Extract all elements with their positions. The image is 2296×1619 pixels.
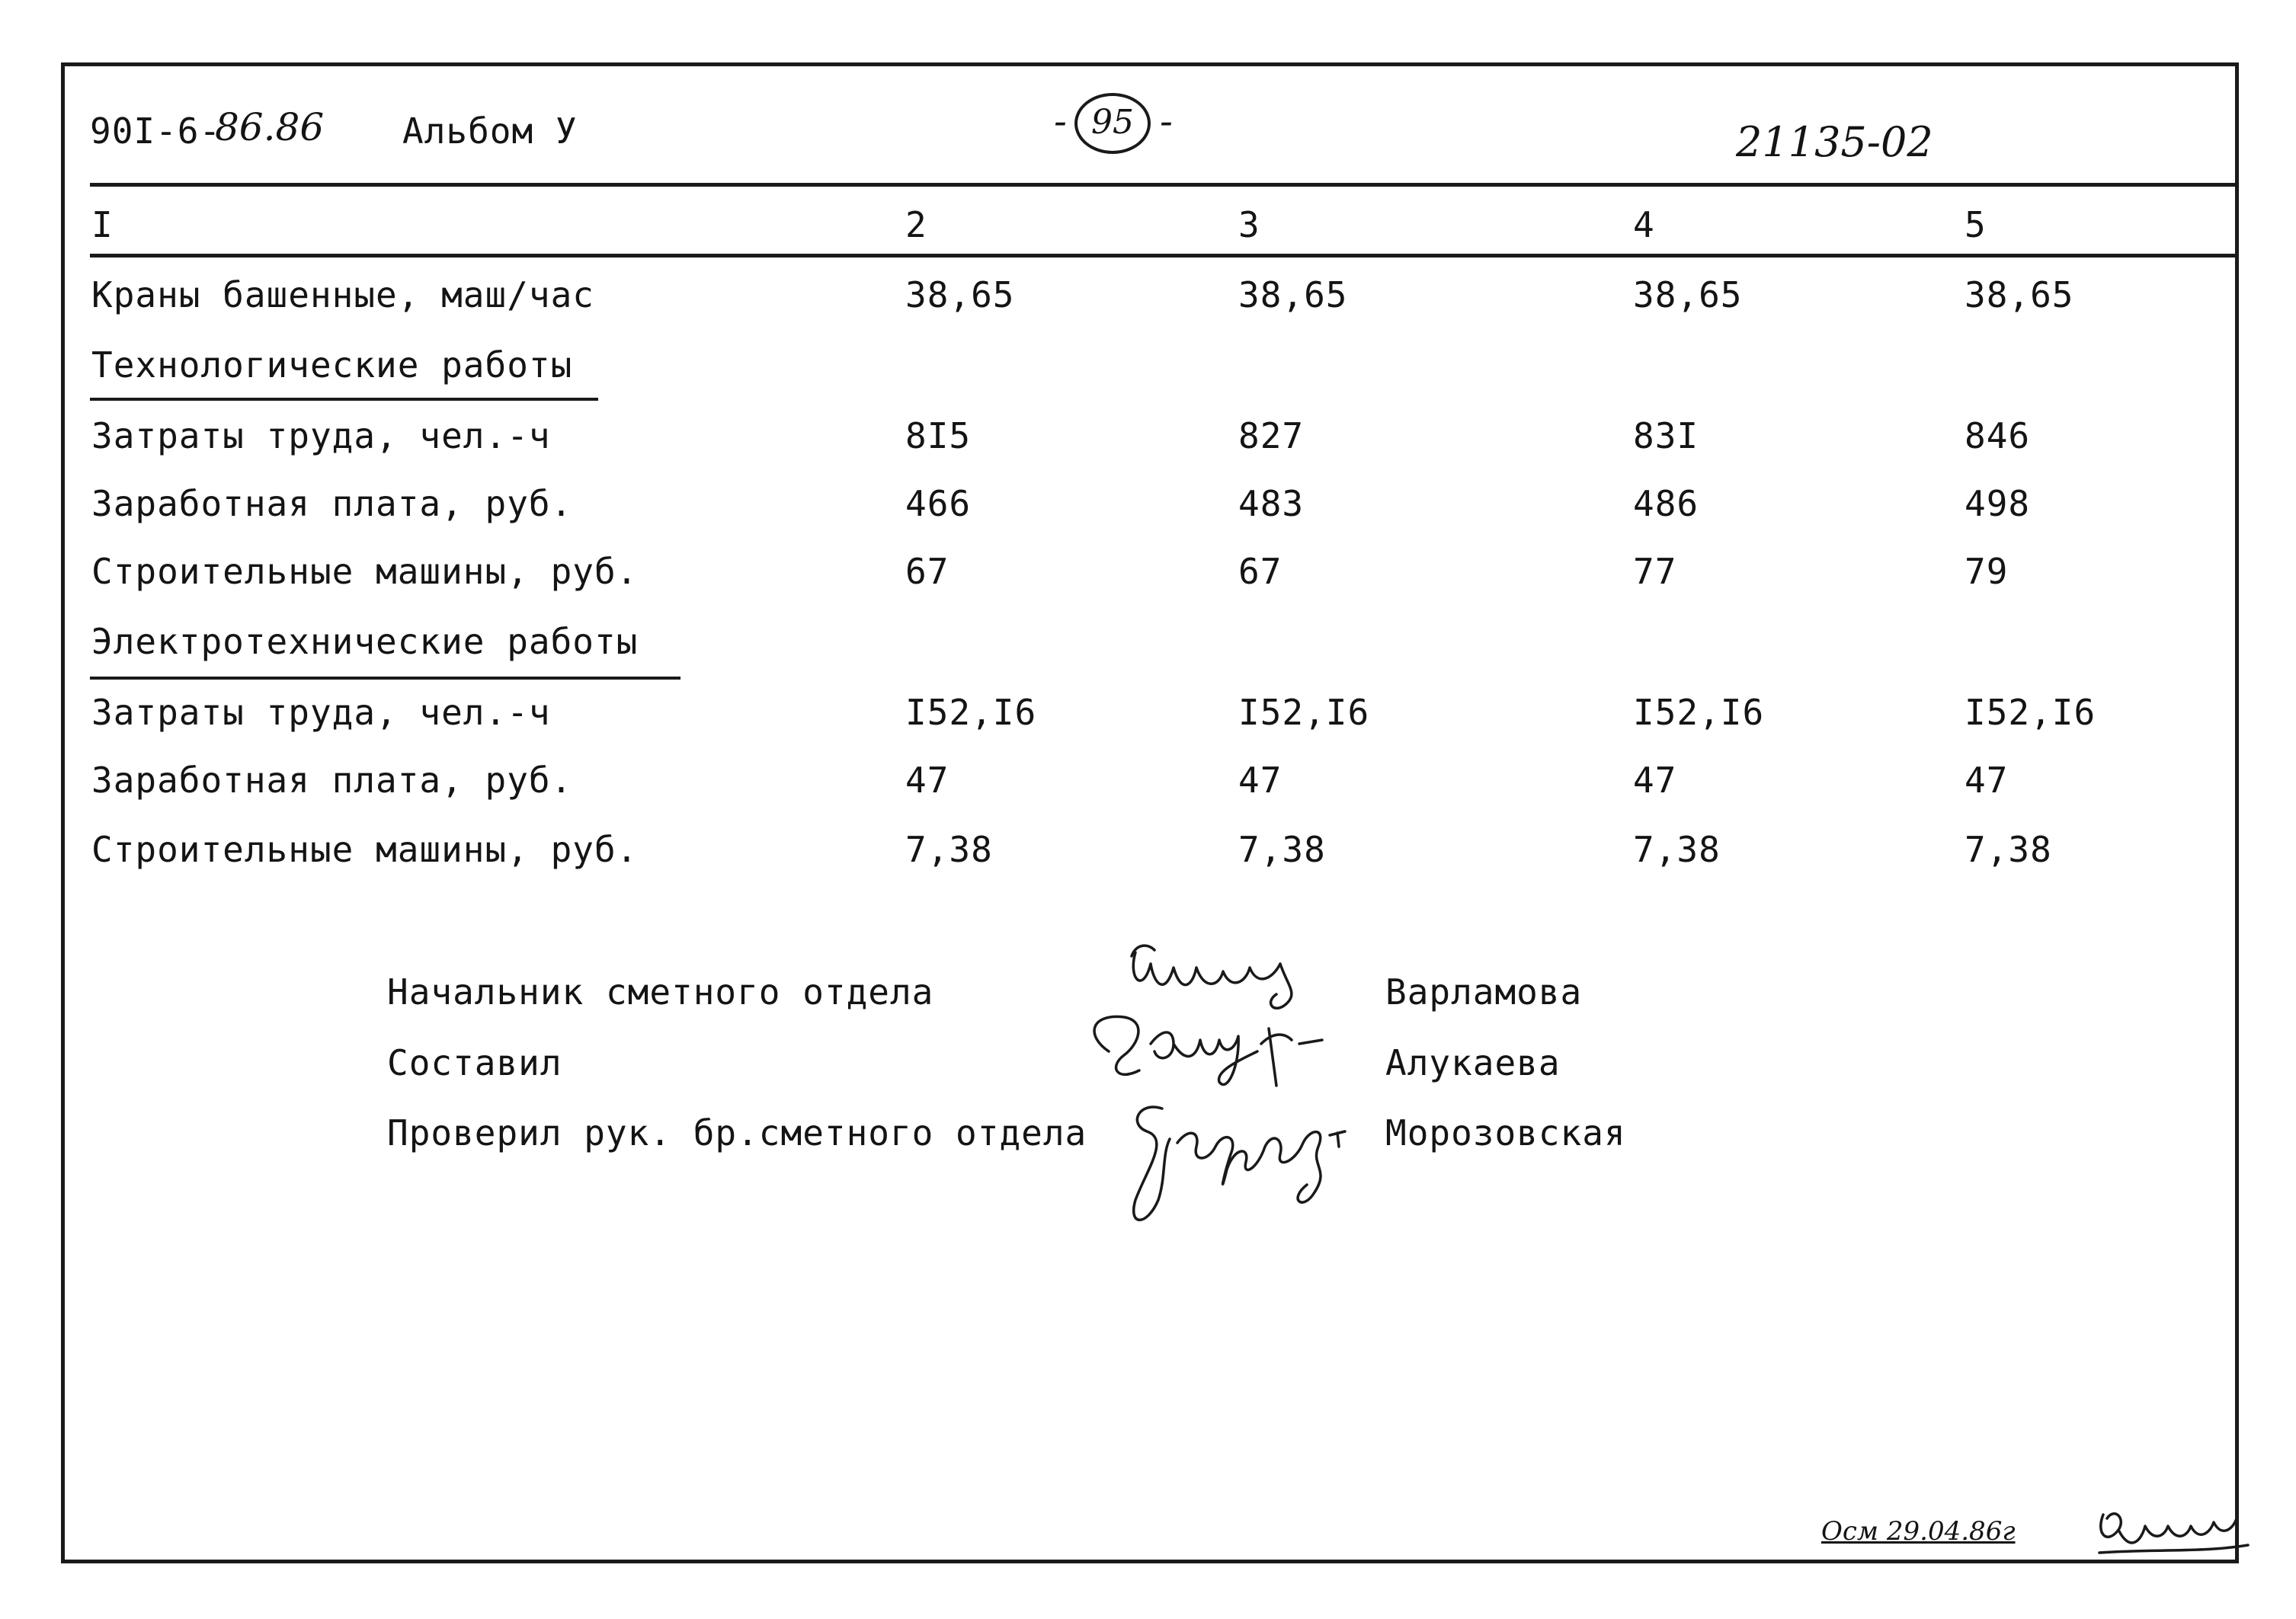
signature-name: Алукаева xyxy=(1385,1042,1561,1083)
table-row-label: Затраты труда, чел.-ч xyxy=(91,415,551,456)
table-cell: 38,65 xyxy=(1633,274,1743,315)
page-number: 95 xyxy=(1074,93,1151,154)
table-cell: 38,65 xyxy=(905,274,1015,315)
signature-role: Составил xyxy=(387,1042,562,1083)
table-cell: 466 xyxy=(905,483,972,524)
table-row-label: Строительные машины, руб. xyxy=(91,829,639,870)
approval-note: Осм 29.04.86г xyxy=(1821,1516,2016,1547)
table-cell: 7,38 xyxy=(905,829,993,870)
signature-role: Начальник сметного отдела xyxy=(387,971,934,1013)
signature-role: Проверил рук. бр.сметного отдела xyxy=(387,1112,1087,1153)
table-cell: 498 xyxy=(1965,483,2031,524)
table-cell: I52,I6 xyxy=(1965,692,2096,733)
column-header-3: 3 xyxy=(1238,204,1260,245)
table-cell: I52,I6 xyxy=(1633,692,1765,733)
table-cell: 67 xyxy=(1238,551,1282,592)
table-cell: 47 xyxy=(1633,760,1677,801)
table-row-label: Краны башенные, маш/час xyxy=(91,274,594,315)
doc-code-handwritten: 86.86 xyxy=(215,105,325,149)
column-header-5: 5 xyxy=(1965,204,1987,245)
table-row-label: Заработная плата, руб. xyxy=(91,760,573,801)
table-cell: 483 xyxy=(1238,483,1305,524)
table-cell: I52,I6 xyxy=(1238,692,1370,733)
column-header-rule xyxy=(90,254,2239,258)
table-cell: 77 xyxy=(1633,551,1677,592)
column-header-1: I xyxy=(91,204,114,245)
table-cell: 827 xyxy=(1238,415,1305,456)
footer-signature xyxy=(2088,1499,2256,1568)
table-cell: 8I5 xyxy=(905,415,972,456)
signature-morozovskaya xyxy=(1116,1086,1398,1238)
table-cell: 38,65 xyxy=(1238,274,1348,315)
header-rule xyxy=(90,183,2239,187)
signature-name: Морозовская xyxy=(1385,1112,1626,1153)
column-header-4: 4 xyxy=(1633,204,1655,245)
table-row-label: Затраты труда, чел.-ч xyxy=(91,692,551,733)
table-cell: 83I xyxy=(1633,415,1699,456)
table-cell: I52,I6 xyxy=(905,692,1037,733)
table-row-label: Заработная плата, руб. xyxy=(91,483,573,524)
table-cell: 67 xyxy=(905,551,949,592)
table-cell: 38,65 xyxy=(1965,274,2074,315)
table-cell: 7,38 xyxy=(1633,829,1721,870)
table-cell: 7,38 xyxy=(1238,829,1326,870)
signature-name: Варламова xyxy=(1385,971,1583,1013)
table-cell: 47 xyxy=(905,760,949,801)
section-heading-electrotechnical: Электротехнические работы xyxy=(91,621,639,662)
table-cell: 47 xyxy=(1238,760,1282,801)
table-cell: 79 xyxy=(1965,551,2009,592)
section-heading-technological: Технологические работы xyxy=(91,344,573,386)
page-dash-right: - xyxy=(1160,99,1173,143)
page-dash-left: - xyxy=(1054,99,1067,143)
section-underline xyxy=(90,677,680,680)
doc-number: 21135-02 xyxy=(1736,118,1933,166)
column-header-2: 2 xyxy=(905,204,927,245)
doc-code-printed: 90I-6- xyxy=(90,110,222,152)
album-label: Альбом У xyxy=(402,110,578,152)
table-cell: 486 xyxy=(1633,483,1699,524)
table-row-label: Строительные машины, руб. xyxy=(91,551,639,592)
table-cell: 846 xyxy=(1965,415,2031,456)
table-cell: 7,38 xyxy=(1965,829,2052,870)
table-cell: 47 xyxy=(1965,760,2009,801)
section-underline xyxy=(90,398,598,401)
